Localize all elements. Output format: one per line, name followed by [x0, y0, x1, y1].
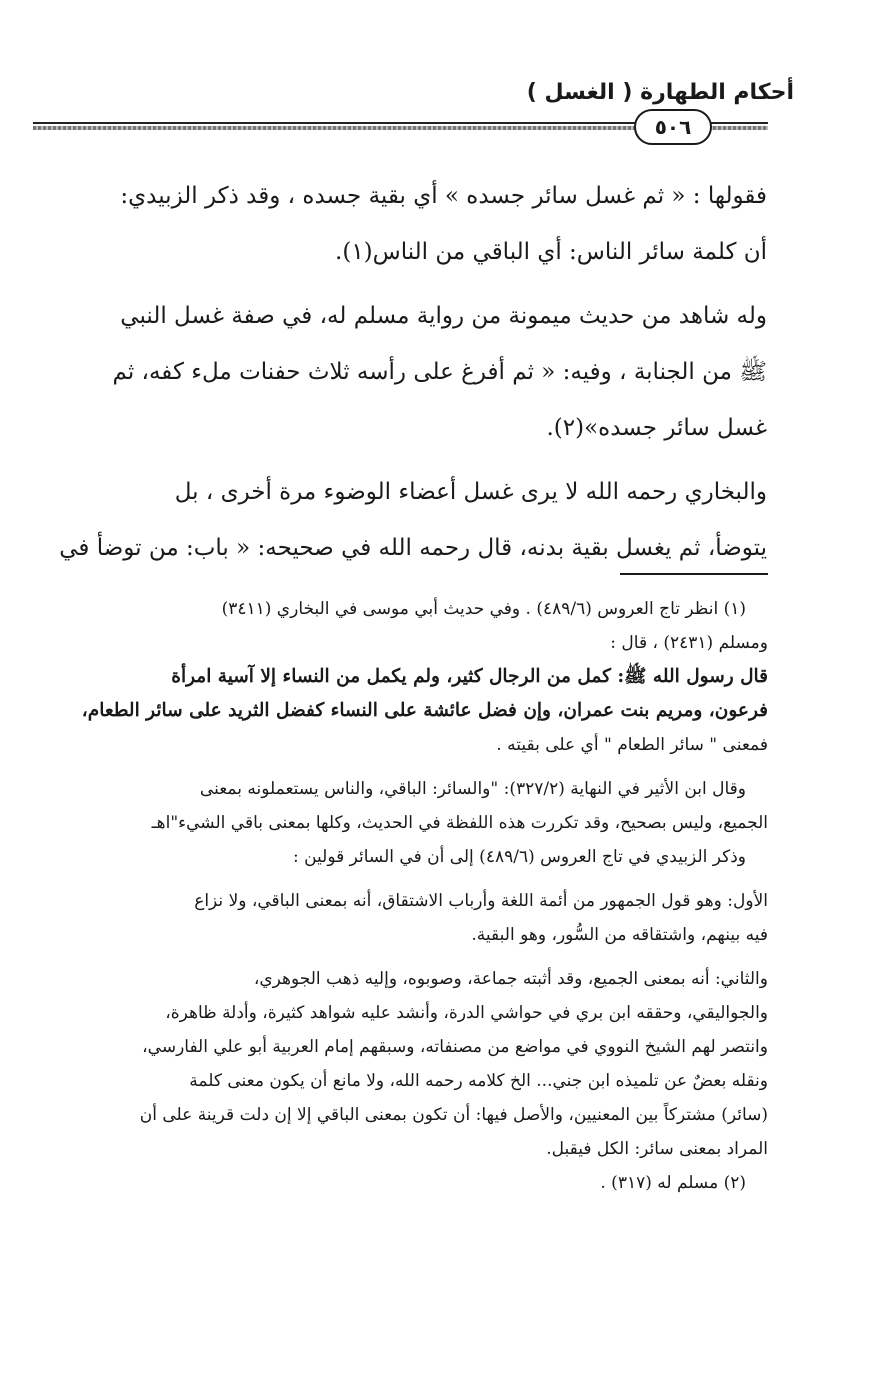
- footnote-line: ونقله بعضٌ عن تلميذه ابن جني... الخ كلامه رحمه الله، ولا مانع أن يكون معنى كلمة: [189, 1071, 768, 1091]
- footnote-line: وانتصر لهم الشيخ النووي في مواضع من مصنفاته، وسبقهم إمام العربية أبو علي الفارسي،: [142, 1037, 768, 1057]
- main-line: يتوضأ، ثم يغسل بقية بدنه، قال رحمه الله في صحيحه: « باب: من توضأ في: [59, 535, 767, 561]
- running-header: [0, 0, 879, 150]
- page-number: ٥٠٦: [634, 109, 712, 145]
- header-title: أحكام الطهارة ( الغسل ): [526, 80, 794, 105]
- hadith-line: قال رسول الله ﷺ: كمل من الرجال كثير، ولم يكمل من النساء إلا آسية امرأة: [171, 666, 768, 687]
- footnote-line: فمعنى " سائر الطعام " أي على بقيته .: [496, 735, 768, 755]
- main-line: فقولها : « ثم غسل سائر جسده » أي بقية جسده ، وقد ذكر الزبيدي:: [120, 183, 767, 209]
- footnote-line: الأول: وهو قول الجمهور من أئمة اللغة وأرباب الاشتقاق، أنه بمعنى الباقي، ولا نزاع: [194, 891, 768, 911]
- footnote-line: المراد بمعنى سائر: الكل فيقبل.: [546, 1139, 768, 1159]
- main-text: [45, 168, 767, 576]
- main-line: والبخاري رحمه الله لا يرى غسل أعضاء الوضوء مرة أخرى ، بل: [174, 479, 767, 505]
- footnote-line: ومسلم (٢٤٣١) ، قال :: [610, 633, 768, 653]
- main-line: غسل سائر جسده»(٢).: [546, 415, 767, 441]
- footnote-line: وقال ابن الأثير في النهاية (٣٢٧/٢): "والسائر: الباقي، والناس يستعملونه بمعنى: [199, 779, 746, 799]
- footnote-line: فيه بينهم، واشتقاقه من السُّور، وهو البقية.: [471, 925, 768, 945]
- footnotes: [40, 592, 768, 1200]
- footnote-line: (سائر) مشتركاً بين المعنيين، والأصل فيها: أن تكون بمعنى الباقي إلا إن دلت قرينة على أن: [139, 1105, 768, 1125]
- footnote-separator: [620, 573, 768, 575]
- footnote-line: والثاني: أنه بمعنى الجميع، وقد أثبته جماعة، وصوبوه، وإليه ذهب الجوهري،: [253, 969, 768, 989]
- hadith-line: فرعون، ومريم بنت عمران، وإن فضل عائشة على النساء كفضل الثريد على سائر الطعام،: [81, 700, 768, 721]
- main-line: ﷺ من الجنابة ، وفيه: « ثم أفرغ على رأسه ثلاث حفنات ملء كفه، ثم: [112, 359, 767, 385]
- main-line: أن كلمة سائر الناس: أي الباقي من الناس(١).: [335, 239, 767, 265]
- footnote-line: الجميع، وليس بصحيح، وقد تكررت هذه اللفظة في الحديث، وكلها بمعنى باقي الشيء"اهـ: [151, 813, 768, 833]
- footnote-line: (١) انظر تاج العروس (٤٨٩/٦) . وفي حديث أبي موسى في البخاري (٣٤١١): [221, 599, 746, 619]
- footnote-line: (٢) مسلم له (٣١٧) .: [600, 1173, 746, 1193]
- main-line: وله شاهد من حديث ميمونة من رواية مسلم له، في صفة غسل النبي: [120, 303, 767, 329]
- footnote-line: والجواليقي، وحققه ابن بري في حواشي الدرة، وأنشد عليه شواهد كثيرة، وأدلة ظاهرة،: [165, 1003, 768, 1023]
- footnote-line: وذكر الزبيدي في تاج العروس (٤٨٩/٦) إلى أن في السائر قولين :: [292, 847, 746, 867]
